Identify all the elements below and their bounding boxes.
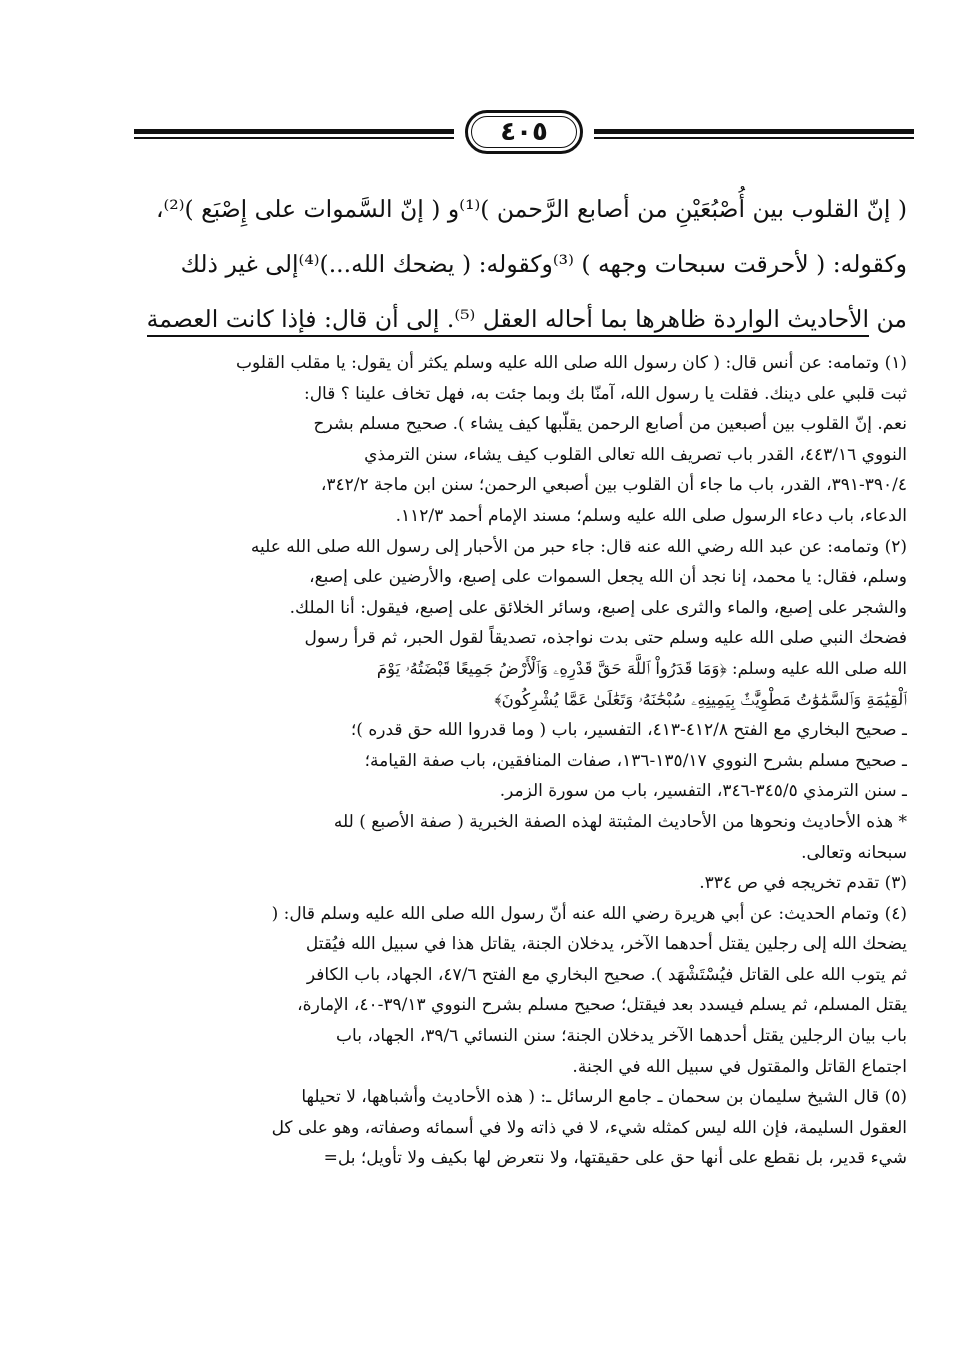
main-text: [65, 182, 907, 347]
footnote-line: ـ صحيح البخاري مع الفتح ٤١٢/٨-٤١٣، التفسير، باب ( وما قدروا الله حق قدره )؛: [350, 720, 907, 741]
footnote-2: [65, 532, 907, 869]
footnote-line: (٢) وتمامه: عن عبد الله رضي الله عنه قال: جاء حبر من الأحبار إلى رسول الله صلى الله عليه: [250, 536, 907, 557]
footnote-5: [65, 1082, 907, 1174]
footnote-3: [65, 868, 907, 899]
main-text-line: [65, 292, 907, 347]
footnote-line: ثم يتوب الله على القاتل فيُسْتَشْهَد ). صحيح البخاري مع الفتح ٤٧/٦، الجهاد، باب الكافر: [306, 964, 907, 985]
footnote-line: النووي ٤٤٣/١٦، القدر باب تصريف الله تعالى القلوب كيف يشاء، سنن الترمذي: [364, 444, 907, 465]
quran-verse-line: الله صلى الله عليه وسلم: ﴿وَمَا قَدَرُواْ ٱللَّهَ حَقَّ قَدْرِهِۦ وَٱلْأَرْضُ جَمِيعًا قَبْضَتُهُۥ يَوْمَ: [376, 658, 907, 678]
page-header: [134, 104, 914, 166]
footnote-line: ـ سنن الترمذي ٣٤٥/٥-٣٤٦، التفسير، باب من سورة الزمر.: [499, 781, 907, 802]
footnote-line: ثبت قلبي على دينك. فقلت يا رسول الله، آمنّا بك وبما جئت به، فهل تخاف علينا ؟ قال:: [303, 383, 907, 404]
page-number-badge: [465, 110, 583, 154]
footnote-line: العقول السليمة، فإن الله ليس كمثله شيء، لا في ذاته ولا في أسمائه وصفاته، وهو على كل: [271, 1117, 907, 1138]
footnote-line: فضحك النبي صلى الله عليه وسلم حتى بدت نواجذه، تصديقاً لقول الحبر، ثم قرأ رسول: [304, 628, 907, 649]
main-text-line-underlined: الأحاديث الواردة ظاهرها بما أحاله العقل ⁽⁵⁾. إلى أن قال: فإذا كانت العصمة: [147, 305, 869, 337]
footnote-line: (١) وتمامه: عن أنس قال: ( كان رسول الله صلى الله عليه وسلم يكثر أن يقول: يا مقلب القلوب: [236, 353, 907, 373]
footnote-line: (٣) تقدم تخريجه في ص ٣٣٤.: [699, 873, 907, 894]
footnote-line: (٤) وتمام الحديث: عن أبي هريرة رضي الله عنه أنّ رسول الله صلى الله عليه وسلم قال: (: [271, 903, 907, 924]
footnote-line: وسلم، فقال: يا محمد، إنا نجد أن الله يجعل السموات على إصبع، والأرضين على إصبع،: [309, 567, 907, 588]
footnote-line: ٣٩٠/٤-٣٩١، القدر، باب ما جاء أن القلوب بين أصبعي الرحمن؛ سنن ابن ماجة ٣٤٢/٢،: [320, 475, 907, 496]
main-text-line: ( إنّ القلوب بين أُصْبُعَيْنِ من أصابع الرَّحمن )⁽¹⁾و ( إنّ السَّموات على إِصْبَع )⁽²⁾،: [155, 195, 907, 223]
footnote-line: يضحك الله إلى رجلين يقتل أحدهما الآخر، يدخلان الجنة، يقاتل هذا في سبيل الله فيُقتل: [305, 934, 907, 955]
footnote-line: * هذه الأحاديث ونحوها من الأحاديث المثبتة لهذه الصفة الخبرية ( صفة الأصبع ) لله: [333, 811, 907, 832]
page-number: ٤٠٥: [500, 117, 548, 147]
footnote-line: سبحانه وتعالى.: [801, 842, 907, 863]
header-rule-left: [134, 129, 454, 139]
footnote-line: نعم. إنّ القلوب بين أصبعين من أصابع الرحمن يقلّبها كيف يشاء ). صحيح مسلم بشرح: [313, 414, 907, 435]
main-text-line-prefix: من: [869, 305, 907, 333]
footnote-line: والشجر على إصبع، والماء والثرى على إصبع، وسائر الخلائق على إصبع، فيقول: أنا الملك.: [289, 597, 907, 618]
footnote-line: ـ صحيح مسلم بشرح النووي ١٣٥/١٧-١٣٦، صفات المنافقين، باب صفة القيامة؛: [364, 750, 907, 771]
footnotes: [65, 348, 907, 1174]
quran-verse-line: ٱلْقِيَٰمَةِ وَٱلسَّمَٰوَٰتُ مَطْوِيَّٰتٌۢ بِيَمِينِهِۦ سُبْحَٰنَهُۥ وَتَعَٰلَىٰ عَمَّا يُشْرِكُونَ﴾: [494, 689, 907, 709]
main-text-line: وكقوله: ( لأحرقت سبحات وجهه ) ⁽³⁾وكقوله: ( يضحك الله...)⁽⁴⁾إلى غير ذلك: [180, 250, 907, 278]
header-rule-right: [594, 129, 914, 139]
footnote-line: (٥) قال الشيخ سليمان بن سحمان ـ جامع الرسائل ـ: ( هذه الأحاديث وأشباهها، لا تحيلها: [301, 1087, 907, 1108]
footnote-line: اجتماع القاتل والمقتول في سبيل الله في الجنة.: [572, 1056, 907, 1077]
footnote-1: [65, 348, 907, 532]
footnote-line: الدعاء، باب دعاء الرسول صلى الله عليه وسلم؛ مسند الإمام أحمد ١١٢/٣.: [395, 505, 907, 526]
footnote-4: [65, 899, 907, 1083]
footnote-line: يقتل المسلم، ثم يسلم فيسدد بعد فيقتل؛ صحيح مسلم بشرح النووي ٣٩/١٣-٤٠، الإمارة،: [297, 995, 907, 1016]
footnote-line: شيء قدير، بل نقطع على أنها حق على حقيقتها، ولا نتعرض لها بكيف ولا تأويل؛ بل=: [323, 1148, 907, 1169]
footnote-line: باب بيان الرجلين يقتل أحدهما الآخر يدخلان الجنة؛ سنن النسائي ٣٩/٦، الجهاد، باب: [336, 1026, 907, 1047]
